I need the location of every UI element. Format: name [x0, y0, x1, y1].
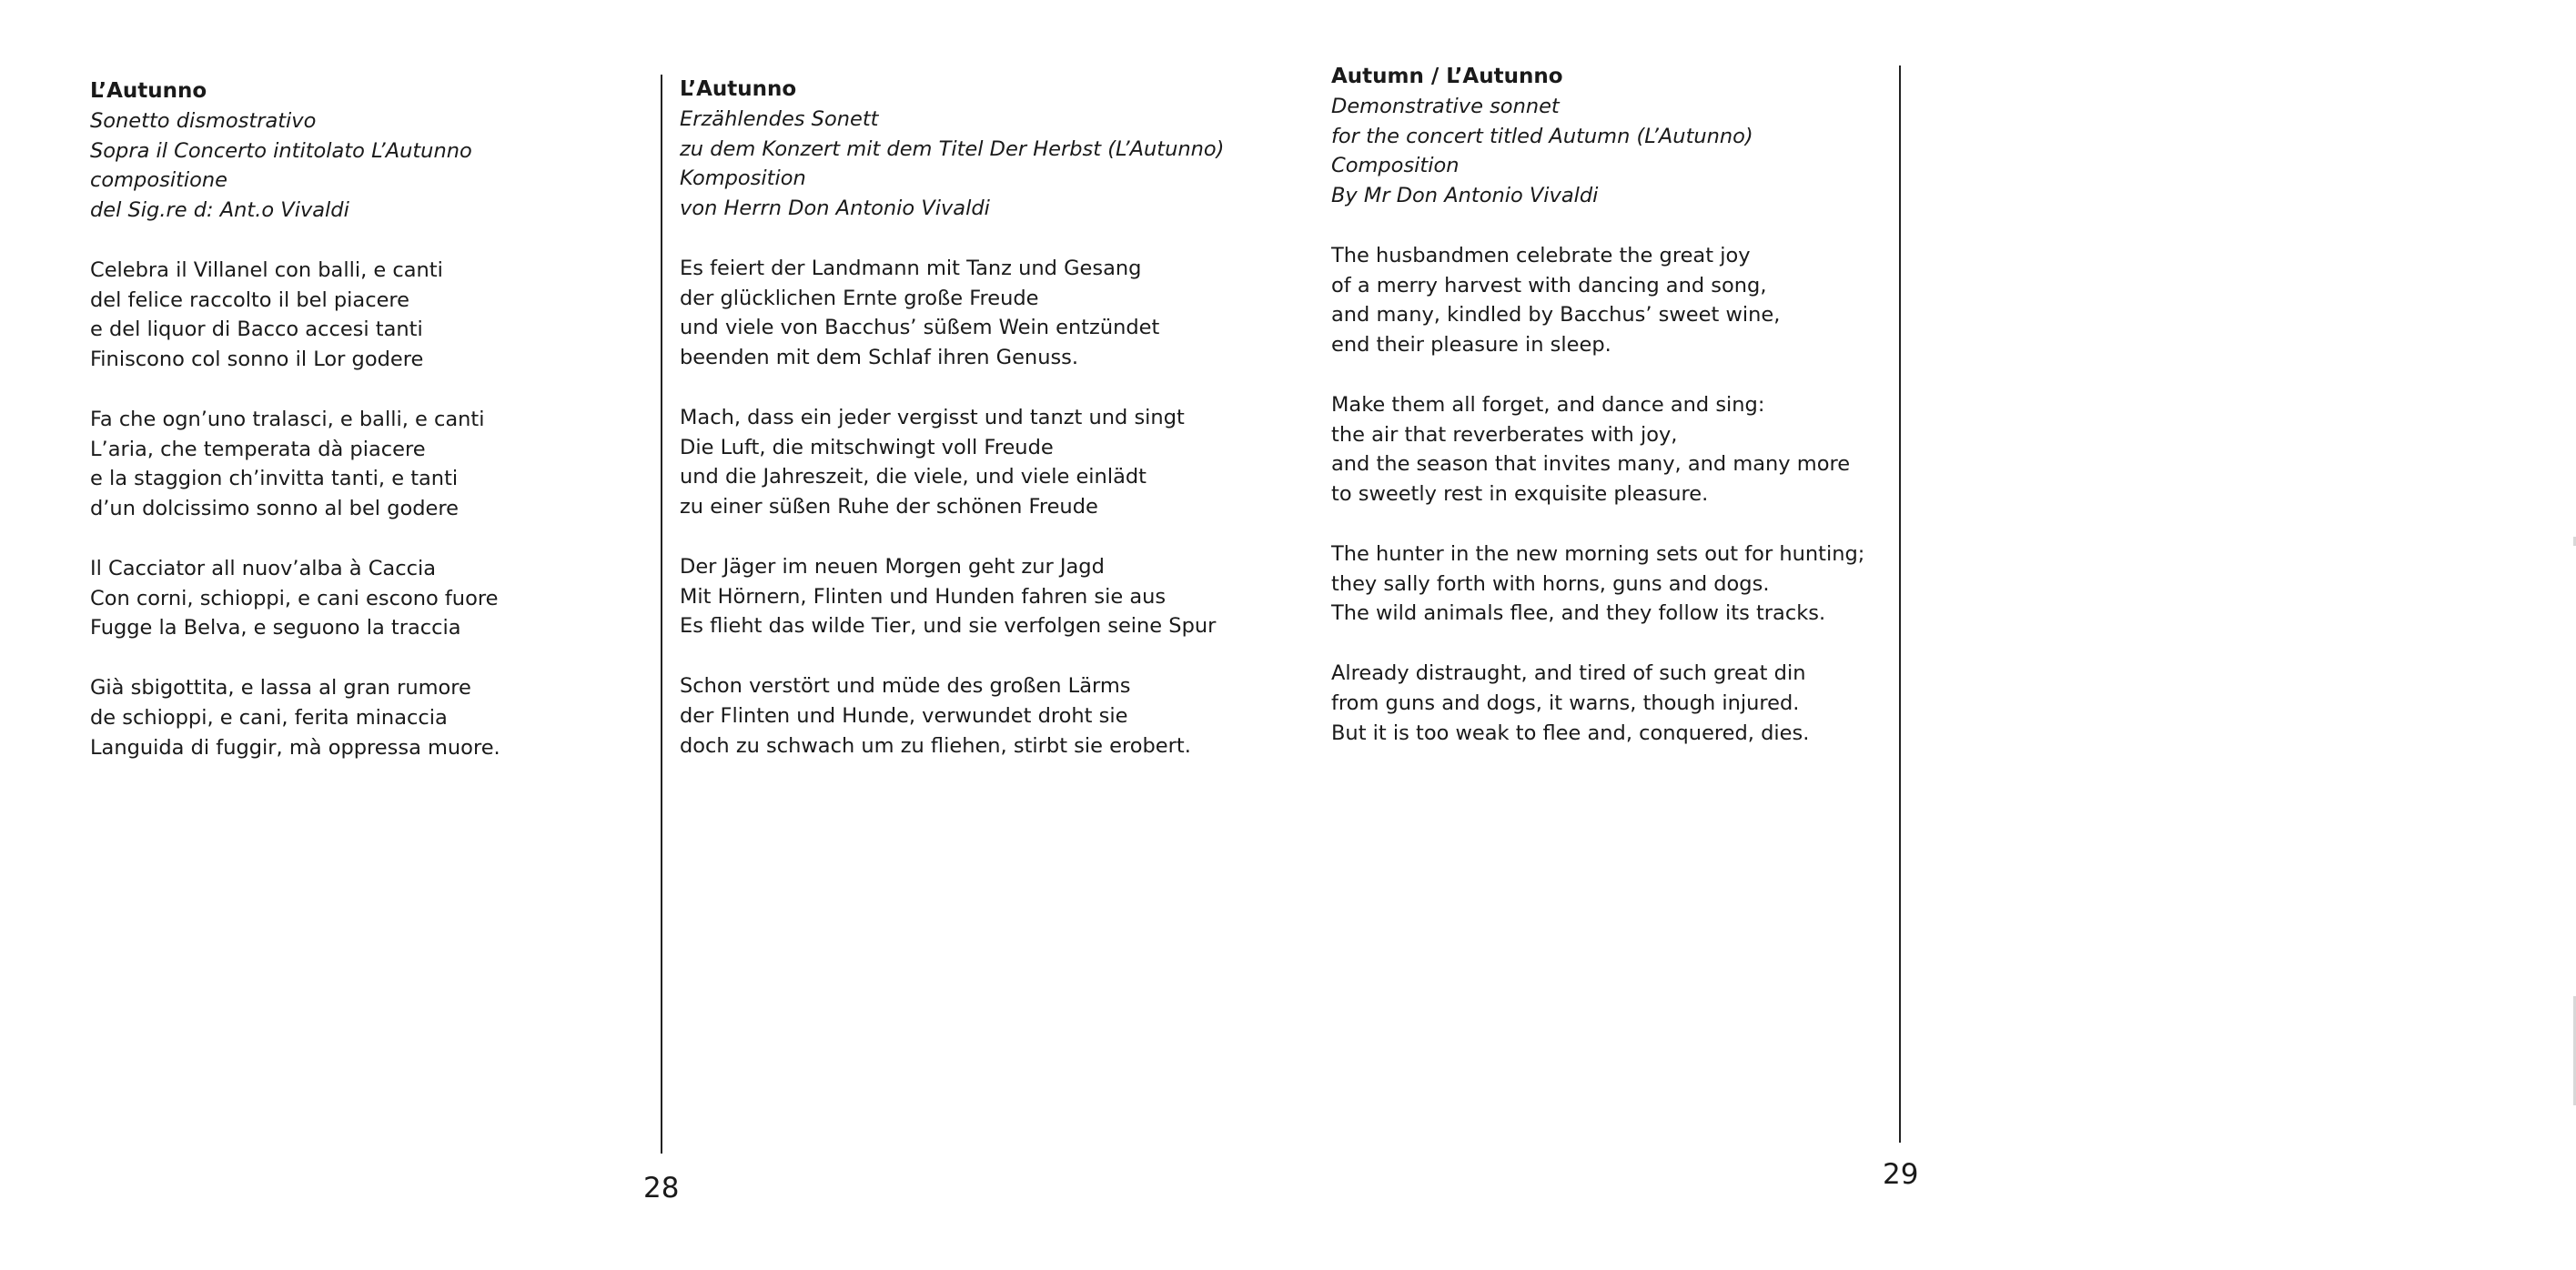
verse-line: of a merry harvest with dancing and song, [1331, 273, 1767, 297]
stanza-4 [1331, 659, 1864, 748]
verse-line: e del liquor di Bacco accesi tanti [90, 318, 423, 342]
stanza-1 [680, 254, 1224, 373]
stanza-2 [1331, 390, 1864, 509]
english-sonnet-column [1331, 62, 1864, 748]
subtitle-line: del Sig.re d: Ant.o Vivaldi [90, 198, 349, 223]
subtitle-line: von Herrn Don Antonio Vivaldi [680, 197, 990, 221]
verse-line: The hunter in the new morning sets out for hunting; [1331, 541, 1865, 566]
verse-line: Schon verstört und müde des großen Lärms [680, 673, 1131, 698]
verse-line: Already distraught, and tired of such great din [1331, 660, 1806, 685]
subtitle-line: Komposition [680, 166, 806, 191]
verse-line: Make them all forget, and dance and sing: [1331, 392, 1765, 417]
verse-line: Es feiert der Landmann mit Tanz und Gesang [680, 256, 1142, 280]
verse-line: But it is too weak to flee and, conquered, dies. [1331, 721, 1810, 745]
verse-line: Il Cacciator all nuov’alba à Caccia [90, 556, 436, 580]
verse-line: beenden mit dem Schlaf ihren Genuss. [680, 346, 1079, 370]
verse-line: to sweetly rest in exquisite pleasure. [1331, 482, 1709, 507]
italian-sonnet-column [90, 76, 500, 762]
subtitle-line: Demonstrative sonnet [1331, 94, 1560, 118]
verse-line: Es flieht das wilde Tier, und sie verfolgen seine Spur [680, 614, 1217, 639]
stanza-2 [90, 405, 500, 524]
stanza-3 [90, 554, 500, 643]
verse-line: The husbandmen celebrate the great joy [1331, 243, 1751, 267]
verse-line: Die Luft, die mitschwingt voll Freude [680, 435, 1054, 459]
page-number-left: 28 [643, 1172, 680, 1204]
subtitle-line: for the concert titled Autumn (L’Autunno) [1331, 124, 1753, 148]
verse-line: doch zu schwach um zu fliehen, stirbt sie erobert. [680, 733, 1191, 758]
german-sonnet-column [680, 75, 1224, 761]
column-divider-left [661, 75, 662, 1154]
verse-line: Con corni, schioppi, e cani escono fuore [90, 586, 499, 610]
subtitle-line: zu dem Konzert mit dem Titel Der Herbst (L’Autunno) [680, 136, 1225, 161]
verse-line: Mit Hörnern, Flinten und Hunden fahren sie aus [680, 584, 1167, 609]
verse-line: zu einer süßen Ruhe der schönen Freude [680, 495, 1098, 519]
verse-line: they sally forth with horns, guns and dogs. [1331, 571, 1770, 596]
verse-line: der Flinten und Hunde, verwundet droht sie [680, 703, 1128, 728]
stanza-1 [1331, 241, 1864, 360]
verse-line: Fugge la Belva, e seguono la traccia [90, 616, 461, 640]
verse-line: end their pleasure in sleep. [1331, 333, 1611, 358]
subtitle-line: compositione [90, 168, 228, 193]
verse-line: Già sbigottita, e lassa al gran rumore [90, 675, 471, 700]
verse-line: der glücklichen Ernte große Freude [680, 286, 1039, 310]
verse-line: and the season that invites many, and many more [1331, 452, 1851, 477]
subtitle-line: Sopra il Concerto intitolato L’Autunno [90, 138, 472, 163]
subtitle-line: Sonetto dismostrativo [90, 108, 317, 133]
stanza-1 [90, 256, 500, 375]
stanza-4 [680, 671, 1224, 761]
verse-line: Finiscono col sonno il Lor godere [90, 348, 424, 372]
verse-line: und die Jahreszeit, die viele, und viele einlädt [680, 465, 1147, 489]
stanza-2 [680, 403, 1224, 522]
verse-line: from guns and dogs, it warns, though injured. [1331, 690, 1800, 715]
verse-line: de schioppi, e cani, ferita minaccia [90, 705, 448, 730]
stanza-3 [1331, 539, 1864, 629]
page-number-right: 29 [1883, 1158, 1919, 1191]
verse-line: L’aria, che temperata dà piacere [90, 437, 426, 461]
verse-line: Languida di fuggir, mà oppressa muore. [90, 735, 500, 760]
column-title: Autumn / L’Autunno [1331, 65, 1563, 88]
verse-line: the air that reverberates with joy, [1331, 422, 1678, 447]
verse-line: Der Jäger im neuen Morgen geht zur Jagd [680, 554, 1105, 579]
verse-line: The wild animals flee, and they follow its tracks. [1331, 601, 1826, 626]
column-title: L’Autunno [90, 79, 207, 103]
verse-line: and many, kindled by Bacchus’ sweet wine, [1331, 303, 1781, 328]
verse-line: Mach, dass ein jeder vergisst und tanzt und singt [680, 405, 1185, 429]
column-title: L’Autunno [680, 77, 797, 101]
verse-line: e la staggion ch’invitta tanti, e tanti [90, 467, 459, 491]
stanza-4 [90, 673, 500, 762]
verse-line: Celebra il Villanel con balli, e canti [90, 257, 443, 282]
verse-line: Fa che ogn’uno tralasci, e balli, e canti [90, 407, 485, 431]
verse-line: d’un dolcissimo sonno al bel godere [90, 497, 459, 521]
verse-line: und viele von Bacchus’ süßem Wein entzündet [680, 316, 1160, 340]
subtitle-line: By Mr Don Antonio Vivaldi [1331, 184, 1599, 208]
subtitle-line: Composition [1331, 154, 1460, 178]
subtitle-line: Erzählendes Sonett [680, 106, 879, 131]
column-divider-right [1899, 66, 1901, 1143]
stanza-3 [680, 552, 1224, 641]
verse-line: del felice raccolto il bel piacere [90, 287, 410, 312]
